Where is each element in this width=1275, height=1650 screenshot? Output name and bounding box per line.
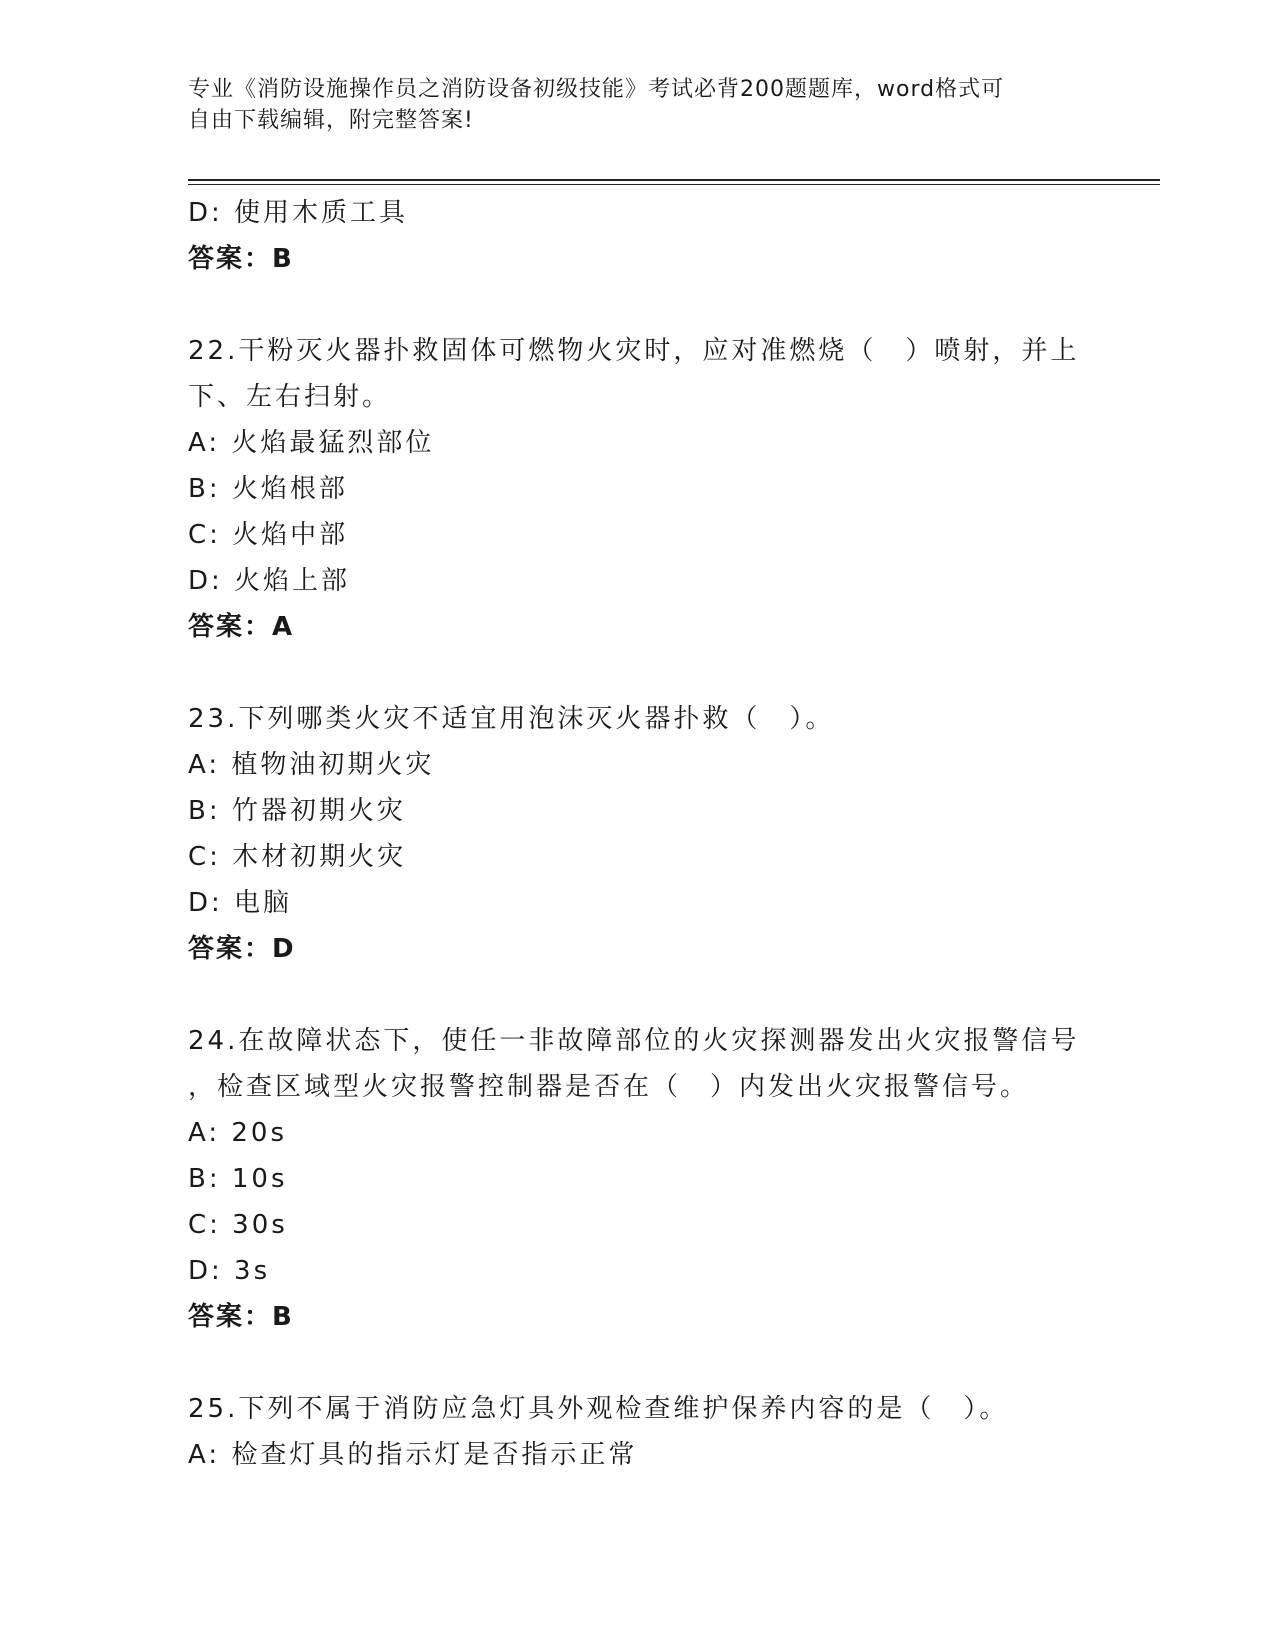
option-d: D: 电脑 [188, 888, 293, 918]
option-a: A: 检查灯具的指示灯是否指示正常 [188, 1440, 638, 1470]
question-24 [188, 1018, 1088, 1340]
answer-line: 答案：D [188, 934, 296, 964]
answer-line: 答案：B [188, 1302, 294, 1332]
question-stem-line-1: 23.下列哪类火灾不适宜用泡沫灭火器扑救（ ）。 [188, 704, 835, 734]
question-stem-line-1: 25.下列不属于消防应急灯具外观检查维护保养内容的是（ ）。 [188, 1394, 1009, 1424]
answer-line: 答案：B [188, 244, 294, 274]
option-b: B: 竹器初期火灾 [188, 796, 406, 826]
header-title-line-2: 自由下载编辑，附完整答案! [188, 108, 474, 133]
header-divider-thin [188, 184, 1160, 185]
document-header [188, 74, 1088, 136]
question-stem-line-2: ，检查区域型火灾报警控制器是否在（ ）内发出火灾报警信号。 [188, 1072, 1030, 1102]
spacer [188, 972, 1088, 1018]
option-d: D: 火焰上部 [188, 566, 351, 596]
option-d: D: 使用木质工具 [188, 198, 409, 228]
question-25 [188, 1386, 1088, 1478]
option-a: A: 火焰最猛烈部位 [188, 428, 435, 458]
option-d: D: 3s [188, 1256, 271, 1286]
question-stem-line-1: 24.在故障状态下，使任一非故障部位的火灾探测器发出火灾报警信号 [188, 1026, 1080, 1056]
option-a: A: 植物油初期火灾 [188, 750, 435, 780]
answer-line: 答案：A [188, 612, 295, 642]
question-stem-line-1: 22.干粉灭火器扑救固体可燃物火灾时，应对准燃烧（ ）喷射，并上 [188, 336, 1080, 366]
option-a: A: 20s [188, 1118, 287, 1148]
header-divider-thick [188, 179, 1160, 181]
question-list [188, 190, 1088, 1478]
option-b: B: 火焰根部 [188, 474, 348, 504]
option-b: B: 10s [188, 1164, 288, 1194]
question-23 [188, 696, 1088, 972]
option-c: C: 木材初期火灾 [188, 842, 407, 872]
question-22 [188, 328, 1088, 650]
option-c: C: 火焰中部 [188, 520, 349, 550]
spacer [188, 1340, 1088, 1386]
spacer [188, 650, 1088, 696]
question-stem-line-2: 下、左右扫射。 [188, 382, 392, 412]
option-c: C: 30s [188, 1210, 288, 1240]
header-title-line-1: 专业《消防设施操作员之消防设备初级技能》考试必背200题题库，word格式可 [188, 77, 1005, 102]
spacer [188, 282, 1088, 328]
